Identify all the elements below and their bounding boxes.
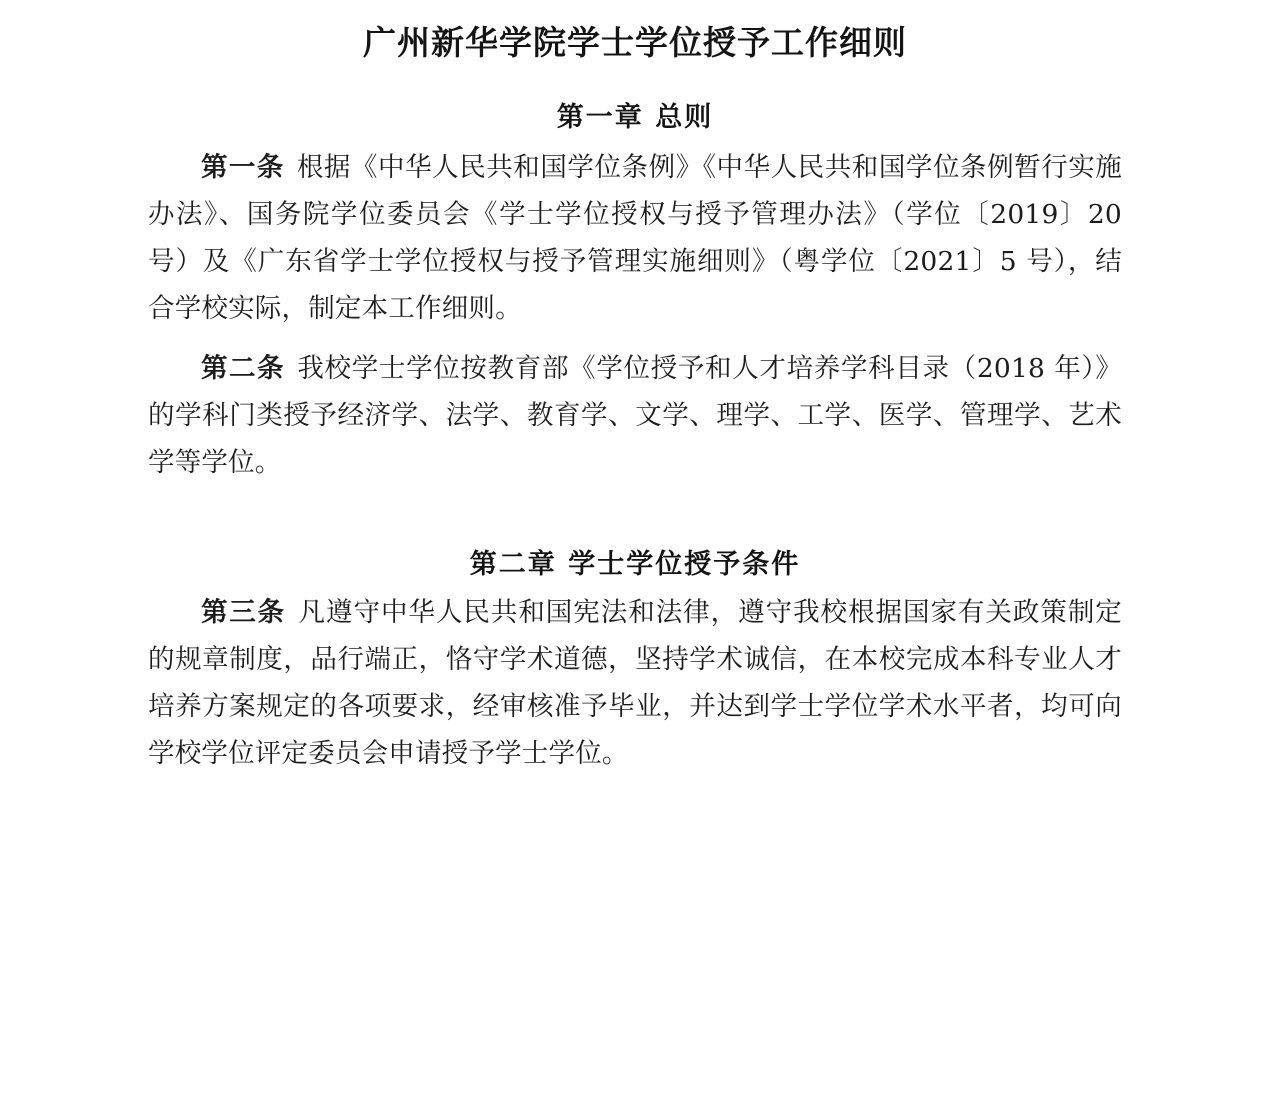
chapter-heading-2: 第二章 学士学位授予条件 (469, 548, 801, 580)
clause-label-2: 第二条 (201, 352, 285, 384)
page-title: 广州新华学院学士学位授予工作细则 (363, 23, 907, 62)
clause-text-3: 凡遵守中华人民共和国宪法和法律，遵守我校根据国家有关政策制定的规章制度，品行端正，恪守学术道德，坚持学术诚信，在本校完成本科专业人才培养方案规定的各项要求，经审核准予毕业，并达到学士学位学术水平者，均可向学校学位评定委员会申请授予学士学位。 (148, 596, 1123, 770)
clause-article-1 (148, 144, 1122, 333)
clause-article-2 (148, 345, 1122, 486)
chapter-heading-1: 第一章 总则 (556, 101, 714, 133)
clause-text-2: 我校学士学位按教育部《学位授予和人才培养学科目录（2018 年）》的学科门类授予经济学、法学、教育学、文学、理学、工学、医学、管理学、艺术学等学位。 (148, 352, 1123, 478)
clause-text-1: 根据《中华人民共和国学位条例》《中华人民共和国学位条例暂行实施办法》、国务院学位委员会《学士学位授权与授予管理办法》（学位〔2019〕20 号）及《广东省学士学位授权与授予管理实施细则》（粤学位〔2021〕5 号），结合学校实际，制定本工作细则。 (148, 151, 1123, 325)
clause-label-3: 第三条 (201, 596, 286, 628)
clause-label-1: 第一条 (201, 151, 285, 183)
clause-article-3 (148, 589, 1122, 778)
